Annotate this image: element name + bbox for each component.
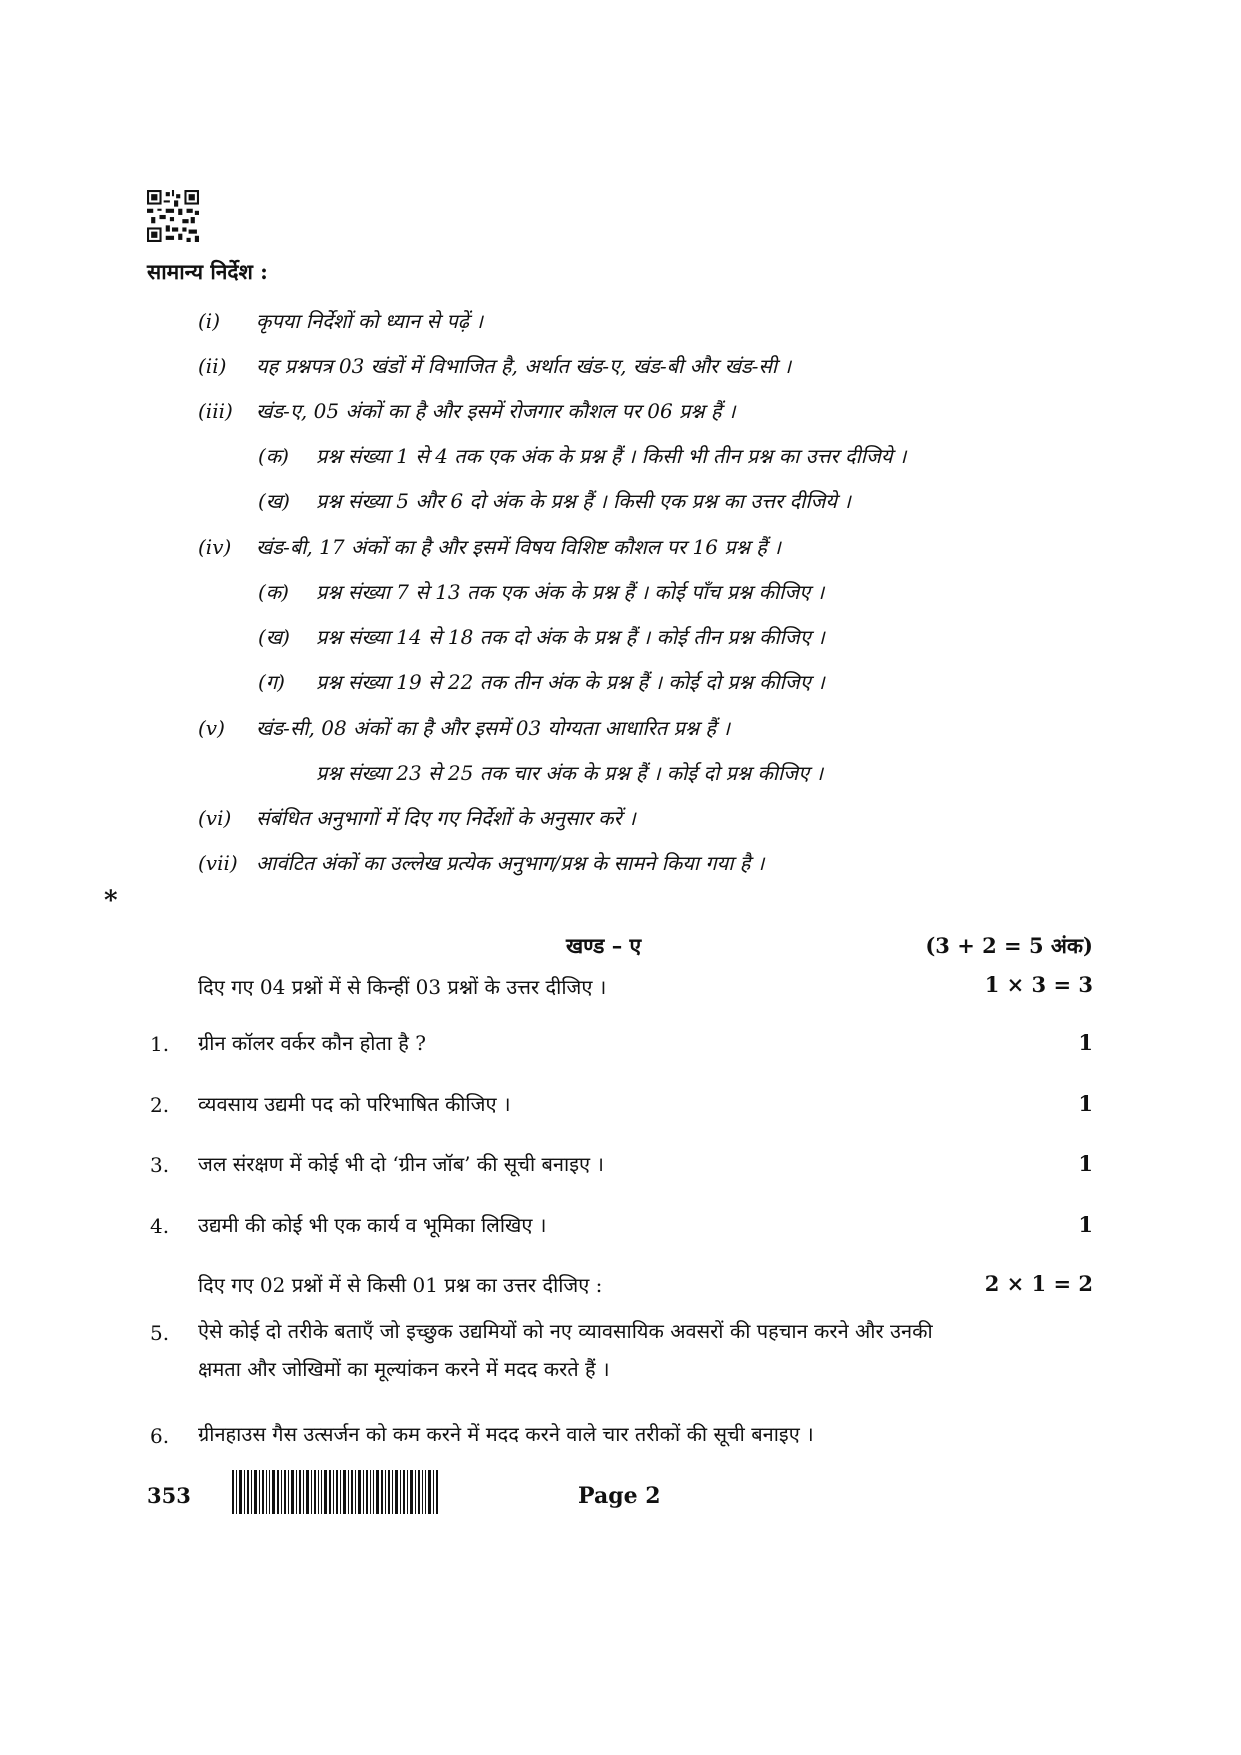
instruction-number: (ii) xyxy=(198,354,227,378)
instruction-number: (क) xyxy=(258,580,289,604)
instruction-subitem xyxy=(258,486,1118,516)
question-text: ऐसे कोई दो तरीके बताएँ जो इच्छुक उद्यमियों को नए व्यावसायिक अवसरों की पहचान करने और उनकी xyxy=(198,1319,933,1343)
instruction-item xyxy=(198,306,1098,336)
section-title: खण्ड – ए xyxy=(566,933,642,958)
question-marks: 1 xyxy=(1078,1091,1093,1116)
question-marks: 1 xyxy=(1078,1212,1093,1237)
instruction-subitem xyxy=(258,441,1118,471)
instruction-text: प्रश्न संख्या 23 से 25 तक चार अंक के प्रश्न हैं । कोई दो प्रश्न कीजिए । xyxy=(316,761,824,785)
general-instructions-heading: सामान्य निर्देश : xyxy=(147,259,268,284)
instruction-number: (v) xyxy=(198,716,225,740)
group-instruction: दिए गए 04 प्रश्नों में से किन्हीं 03 प्रश्नों के उत्तर दीजिए । xyxy=(198,975,607,999)
question-text: ग्रीनहाउस गैस उत्सर्जन को कम करने में मदद करने वाले चार तरीकों की सूची बनाइए । xyxy=(198,1422,814,1446)
question-marks: 1 xyxy=(1078,1151,1093,1176)
instruction-number: (iv) xyxy=(198,535,232,559)
instruction-subitem xyxy=(258,622,1118,652)
question-text: जल संरक्षण में कोई भी दो ‘ग्रीन जॉब’ की सूची बनाइए । xyxy=(198,1152,605,1176)
instruction-item xyxy=(198,848,1098,878)
page-number: Page 2 xyxy=(578,1483,661,1509)
group-instruction: दिए गए 02 प्रश्नों में से किसी 01 प्रश्न का उत्तर दीजिए : xyxy=(198,1273,603,1297)
question-marks: 1 xyxy=(1078,1030,1093,1055)
group-marks: 1 × 3 = 3 xyxy=(984,972,1093,997)
instruction-item xyxy=(198,803,1098,833)
barcode-icon xyxy=(232,1470,438,1514)
question-number: 5. xyxy=(150,1321,170,1345)
question-number: 4. xyxy=(150,1214,170,1238)
question-number: 2. xyxy=(150,1093,170,1117)
instruction-text: प्रश्न संख्या 7 से 13 तक एक अंक के प्रश्न हैं । कोई पाँच प्रश्न कीजिए । xyxy=(316,580,825,604)
instruction-item xyxy=(198,351,1098,381)
qr-code-icon xyxy=(147,190,199,242)
instruction-text: प्रश्न संख्या 1 से 4 तक एक अंक के प्रश्न हैं । किसी भी तीन प्रश्न का उत्तर दीजिये । xyxy=(316,444,907,468)
question-number: 3. xyxy=(150,1153,170,1177)
instruction-text: संबंधित अनुभागों में दिए गए निर्देशों के अनुसार करें । xyxy=(256,806,636,830)
subject-code: 353 xyxy=(147,1483,191,1508)
question-text: उद्यमी की कोई भी एक कार्य व भूमिका लिखिए । xyxy=(198,1213,547,1237)
instruction-number: (i) xyxy=(198,309,221,333)
instruction-text: प्रश्न संख्या 5 और 6 दो अंक के प्रश्न हैं । किसी एक प्रश्न का उत्तर दीजिये । xyxy=(316,489,851,513)
instruction-subitem xyxy=(258,577,1118,607)
instruction-text: प्रश्न संख्या 14 से 18 तक दो अंक के प्रश्न हैं । कोई तीन प्रश्न कीजिए । xyxy=(316,625,825,649)
instruction-number: (iii) xyxy=(198,399,233,423)
question-text: ग्रीन कॉलर वर्कर कौन होता है ? xyxy=(198,1031,427,1055)
instruction-text: प्रश्न संख्या 19 से 22 तक तीन अंक के प्रश्न हैं । कोई दो प्रश्न कीजिए । xyxy=(316,670,825,694)
question-text: व्यवसाय उद्यमी पद को परिभाषित कीजिए । xyxy=(198,1092,511,1116)
instruction-number: (vi) xyxy=(198,806,232,830)
instruction-text: खंड-बी, 17 अंकों का है और इसमें विषय विशिष्ट कौशल पर 16 प्रश्न हैं । xyxy=(256,535,781,559)
instruction-number: (ख) xyxy=(258,625,290,649)
instruction-text: यह प्रश्नपत्र 03 खंडों में विभाजित है, अर्थात खंड-ए, खंड-बी और खंड-सी । xyxy=(256,354,792,378)
instruction-text: आवंटित अंकों का उल्लेख प्रत्येक अनुभाग/प्रश्न के सामने किया गया है । xyxy=(256,851,765,875)
section-marks: (3 + 2 = 5 अंक) xyxy=(925,933,1093,958)
instruction-item xyxy=(198,532,1098,562)
question-number: 6. xyxy=(150,1424,170,1448)
instruction-item xyxy=(198,396,1098,426)
question-number: 1. xyxy=(150,1032,170,1056)
instruction-item xyxy=(198,713,1098,743)
instruction-number: (ख) xyxy=(258,489,290,513)
instruction-number: (क) xyxy=(258,444,289,468)
instruction-text: कृपया निर्देशों को ध्यान से पढ़ें । xyxy=(256,309,483,333)
instruction-number: (ग) xyxy=(258,670,285,694)
instruction-text: खंड-ए, 05 अंकों का है और इसमें रोजगार कौशल पर 06 प्रश्न हैं । xyxy=(256,399,736,423)
group-marks: 2 × 1 = 2 xyxy=(984,1271,1093,1296)
instruction-subitem xyxy=(258,667,1118,697)
asterisk-mark: * xyxy=(104,886,118,916)
question-text: क्षमता और जोखिमों का मूल्यांकन करने में मदद करते हैं । xyxy=(198,1357,610,1381)
instruction-number: (vii) xyxy=(198,851,238,875)
instruction-text: खंड-सी, 08 अंकों का है और इसमें 03 योग्यता आधारित प्रश्न हैं । xyxy=(256,716,730,740)
instruction-item xyxy=(198,758,1098,788)
